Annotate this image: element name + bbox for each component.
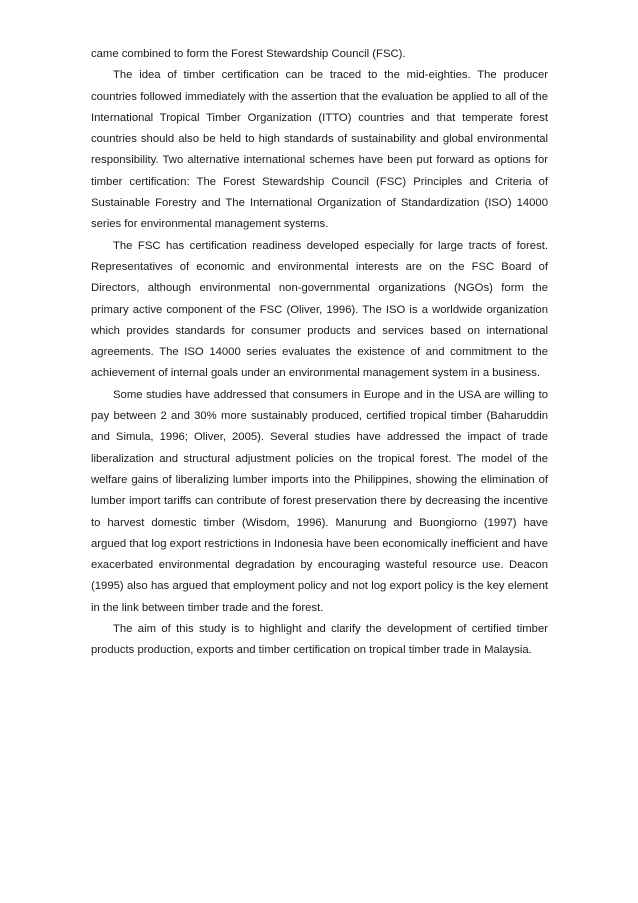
- paragraph-continuation: came combined to form the Forest Stewardship Council (FSC).: [91, 48, 406, 60]
- paragraph-related-studies: Some studies have addressed that consumers in Europe and in the USA are willing to pay between 2 and 30% more sustainably produced, certified tropical timber (Baharuddin and Simula, 1996; Oliver, 2005). Several studies have addressed the impact of trade liberalization and structural adjustment policies on the tropical forest. The model of the welfare gains of liberalizing lumber imports into the Philippines, showing the elimination of lumber import tariffs can contribute of forest preservation there by decreasing the incentive to harvest domestic timber (Wisdom, 1996). Manurung and Buongiorno (1997) have argued that log export restrictions in Indonesia have been economically inefficient and have exacerbated environmental degradation by encouraging wasteful resource use. Deacon (1995) also has argued that employment policy and not log export policy is the key element in the link between timber trade and the forest.: [91, 388, 548, 614]
- paragraph-study-aim: The aim of this study is to highlight and clarify the development of certified timber products production, exports and timber certification on tropical timber trade in Malaysia.: [91, 623, 548, 657]
- paragraph-timber-certification-origin: The idea of timber certification can be traced to the mid-eighties. The producer countries followed immediately with the assertion that the evaluation be applied to all of the International Tropical Timber Organization (ITTO) countries and that temperate forest countries should also be held to high standards of sustainability and global environmental responsibility. Two alternative international schemes have been put forward as options for timber certification: The Forest Stewardship Council (FSC) Principles and Criteria of Sustainable Forestry and The International Organization of Standardization (ISO) 14000 series for environmental management systems.: [91, 69, 548, 231]
- document-body: [91, 44, 548, 662]
- paragraph-fsc-iso: The FSC has certification readiness developed especially for large tracts of forest. Representatives of economic and environmental interests are on the FSC Board of Directors, although environmental non-governmental organizations (NGOs) form the primary active component of the FSC (Oliver, 1996). The ISO is a worldwide organization which provides standards for consumer products and services based on international agreements. The ISO 14000 series evaluates the existence of and commitment to the achievement of internal goals under an environmental management system in a business.: [91, 239, 548, 380]
